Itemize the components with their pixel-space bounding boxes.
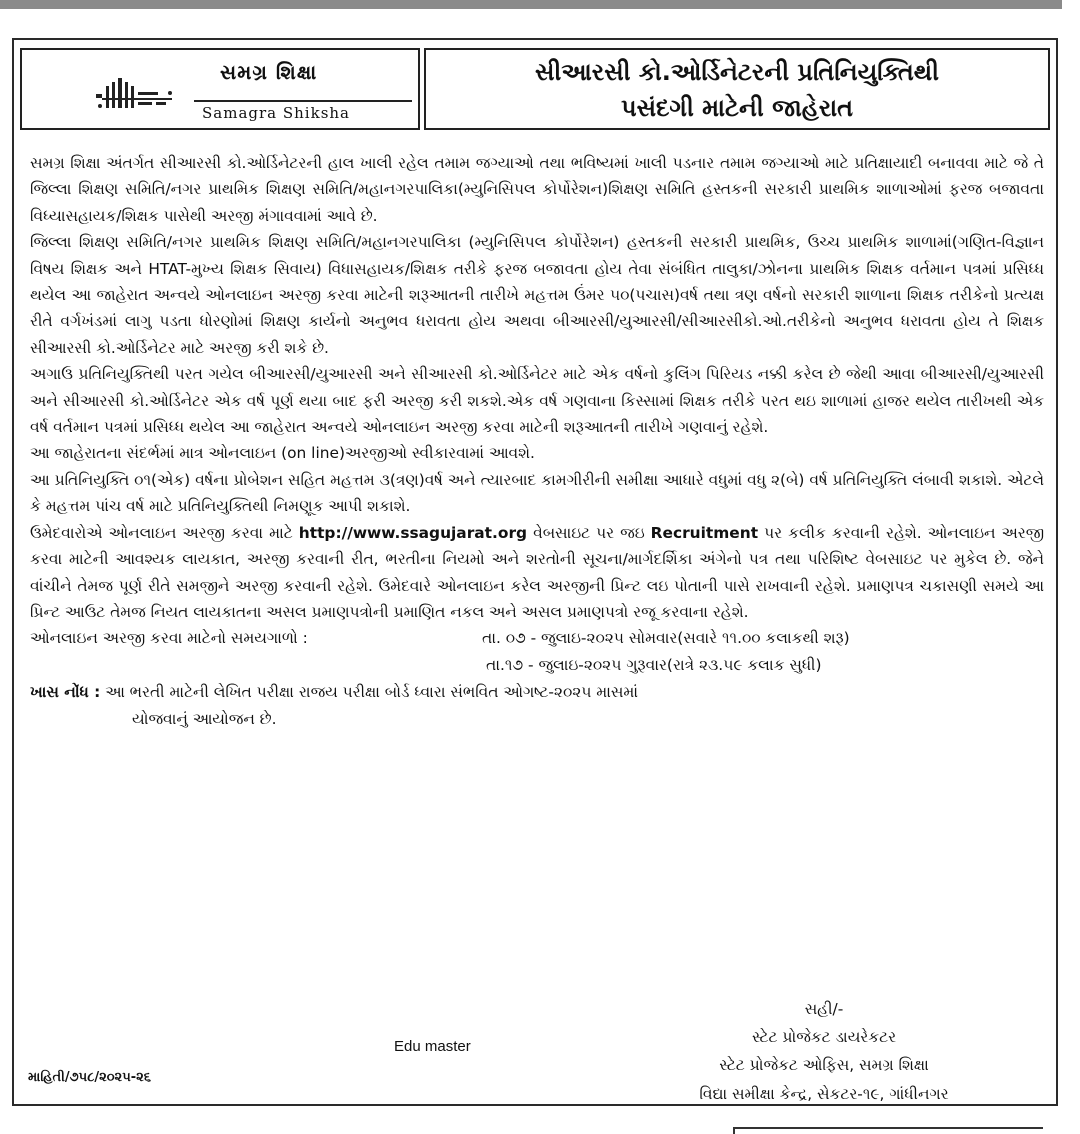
notice-header bbox=[14, 40, 1056, 138]
samagra-shiksha-logo bbox=[20, 48, 420, 130]
schedule-end: તા.૧૭ - જુલાઇ-૨૦૨૫ ગુરૂવાર(રાત્રે ૨૩.૫૯ કલાક સુધી) bbox=[486, 656, 822, 675]
samagra-shiksha-logo-icon bbox=[90, 76, 180, 112]
paragraph-6-text-b: વેબસાઇટ પર જઇ bbox=[527, 523, 651, 542]
website-link[interactable]: http://www.ssagujarat.org bbox=[298, 523, 528, 542]
paragraph-6-text-c: પર કલીક કરવાની રહેશે. ઓનલાઇન અરજી કરવા માટેની આવશ્યક લાયકાત, અરજી કરવાની રીત, ભરતીના નિયમો અને શરતોની સૂચના/માર્ગદર્શિકા અંગેનો પત્ર તથા પરિશિષ્ટ વેબસાઇટ પર મુકેલ છે. જેને વાંચીને તેમજ પૂર્ણ રીતે સમજીને અરજી કરવાની રહેશે. ઉમેદવારે ઓનલાઇન કરેલ અરજીની પ્રિન્ટ લઇ પોતાની પાસે રાખવાની રહેશે. પ્રમાણપત્ર ચકાસણી સમયે આ પ્રિન્ટ આઉટ તેમજ નિયત લાયકાતના અસલ પ્રમાણપત્રોની પ્રમાણિત નકલ અને અસલ પ્રમાણપત્રો રજૂ કરવાના રહેશે. bbox=[30, 523, 1044, 621]
paragraph-1: સમગ્ર શિક્ષા અંતર્ગત સીઆરસી કો.ઓર્ડિનેટરની હાલ ખાલી રહેલ તમામ જગ્યાઓ તથા ભવિષ્યમાં ખાલી પડનાર તમામ જગ્યાઓ માટે પ્રતિક્ષાયાદી બનાવવા માટે જે તે જિલ્લા શિક્ષણ સમિતિ/નગર પ્રાથમિક શિક્ષણ સમિતિ/મહાનગરપાલિકા(મ્યુનિસિપલ કોર્પોરેશન)શિક્ષણ સમિતિ હસ્તકની સરકારી પ્રાથમિક શાળાઓમાં ફરજ બજાવતા વિધ્યાસહાયક/શિક્ષક પાસેથી અરજી મંગાવવામાં આવે છે. bbox=[30, 154, 1044, 225]
schedule-start: તા. ૦૭ - જુલાઇ-૨૦૨૫ સોમવાર(સવારે ૧૧.૦૦ કલાકથી શરૂ) bbox=[482, 629, 850, 648]
title-line-2: પસંદગી માટેની જાહેરાત bbox=[621, 94, 853, 122]
notice-title bbox=[424, 48, 1050, 130]
logo-divider bbox=[194, 100, 412, 102]
notice-body bbox=[30, 150, 1044, 732]
signature-address: વિદ્યા સમીક્ષા કેન્દ્ર, સેકટર-૧૯, ગાંધીનગર bbox=[699, 1085, 949, 1103]
paragraph-5: આ પ્રતિનિયુક્તિ ૦૧(એક) વર્ષના પ્રોબેશન સહિત મહત્તમ ૩(ત્રણ)વર્ષ અને ત્યારબાદ કામગીરીની સમીક્ષા આધારે વધુમાં વધુ ૨(બે) વર્ષ પ્રતિનિયુક્તિ લંબાવી શકાશે. એટલે કે મહત્તમ પાંચ વર્ષ માટે પ્રતિનિયુક્તિથી નિમણૂક આપી શકાશે. bbox=[30, 470, 1044, 516]
schedule-row-end bbox=[30, 652, 1044, 679]
paragraph-4: આ જાહેરાતના સંદર્ભમાં માત્ર ઓનલાઇન (on line)અરજીઓ સ્વીકારવામાં આવશે. bbox=[30, 444, 535, 463]
bottom-border-fragment bbox=[733, 1127, 1043, 1134]
schedule-label: ઓનલાઇન અરજી કરવા માટેનો સમયગાળો : bbox=[30, 629, 308, 648]
special-note-line-2: યોજવાનું આયોજન છે. bbox=[132, 709, 277, 728]
logo-text-english: Samagra Shiksha bbox=[202, 104, 350, 122]
signature-office: સ્ટેટ પ્રોજેકટ ઓફિસ, સમગ્ર શિક્ષા bbox=[719, 1056, 929, 1074]
paragraph-2: જિલ્લા શિક્ષણ સમિતિ/નગર પ્રાથમિક શિક્ષણ સમિતિ/મહાનગરપાલિકા (મ્યુનિસિપલ કોર્પોરેશન) હસ્તકની સરકારી પ્રાથમિક, ઉચ્ચ પ્રાથમિક શાળામાં(ગણિત-વિજ્ઞાન વિષય શિક્ષક અને HTAT-મુખ્ય શિક્ષક સિવાય) વિધાસહાયક/શિક્ષક તરીકે ફરજ બજાવતા હોય તેવા સંબંધિત તાલુકા/ઝોનના પ્રાથમિક શિક્ષક વર્તમાન પત્રમાં પ્રસિધ્ધ થયેલ આ જાહેરાત અન્વયે ઓનલાઇન અરજી કરવા માટેની શરૂઆતની તારીખે મહત્તમ ઉંમર ૫૦(પચાસ)વર્ષ તથા ત્રણ વર્ષનો સરકારી શાળાના શિક્ષક તરીકેનો પ્રત્યક્ષ રીતે વર્ગખંડમાં લાગુ પડતા ધોરણોમાં શિક્ષણ કાર્યનો અનુભવ ધરાવતા હોય અથવા બીઆરસી/યુઆરસી/સીઆરસીકો.ઓ.તરીકેનો અનુભવ ધરાવતા હોય તે શિક્ષક સીઆરસી કો.ઓર્ડિનેટર માટે અરજી કરી શકે છે. bbox=[30, 233, 1044, 357]
advertisement-notice bbox=[12, 38, 1058, 1106]
paragraph-3: અગાઉ પ્રતિનિયુક્તિથી પરત ગયેલ બીઆરસી/યુઆરસી અને સીઆરસી કો.ઓર્ડિનેટર માટે એક વર્ષનો કુલિંગ પિરિયડ નક્કી કરેલ છે જેથી આવા બીઆરસી/યુઆરસી અને સીઆરસી કો.ઓર્ડિનેટર એક વર્ષ પૂર્ણ થયા બાદ ફરી અરજી કરી શકશે.એક વર્ષ ગણવાના કિસ્સામાં શિક્ષક તરીકે પરત થઇ શાળામાં હાજર થયેલ તારીખથી એક વર્ષ વર્તમાન પત્રમાં પ્રસિધ્ધ થયેલ આ જાહેરાત અન્વયે ઓનલાઇન અરજી કરવા માટેની શરૂઆતની તારીખે ગણવાનું રહેશે. bbox=[30, 365, 1044, 437]
special-note-line-1: આ ભરતી માટેની લેખિત પરીક્ષા રાજય પરીક્ષા બોર્ડ ધ્વારા સંભવિત ઓગષ્ટ-૨૦૨૫ માસમાં bbox=[100, 683, 639, 702]
schedule-row-start bbox=[30, 625, 1044, 652]
reference-number: માહિતી/૭૫૮/૨૦૨૫-૨૬ bbox=[28, 1070, 152, 1085]
signature-sahi: સહી/- bbox=[804, 1000, 844, 1018]
title-line-1: સીઆરસી કો.ઓર્ડિનેટરની પ્રતિનિયુક્તિથી bbox=[534, 58, 940, 86]
special-note bbox=[30, 679, 1044, 705]
paragraph-6 bbox=[30, 520, 1044, 626]
recruitment-keyword: Recruitment bbox=[650, 523, 759, 542]
special-note-label: ખાસ નોંધ : bbox=[30, 683, 101, 702]
logo-text-gujarati: સમગ્ર શિક્ષા bbox=[220, 60, 318, 84]
watermark-text: Edu master bbox=[394, 1038, 471, 1055]
top-border-strip bbox=[0, 0, 1062, 9]
signature-designation: સ્ટેટ પ્રોજેકટ ડાયરેકટર bbox=[751, 1028, 897, 1046]
paragraph-6-text-a: ઉમેદવારોએ ઓનલાઇન અરજી કરવા માટે bbox=[30, 523, 299, 542]
